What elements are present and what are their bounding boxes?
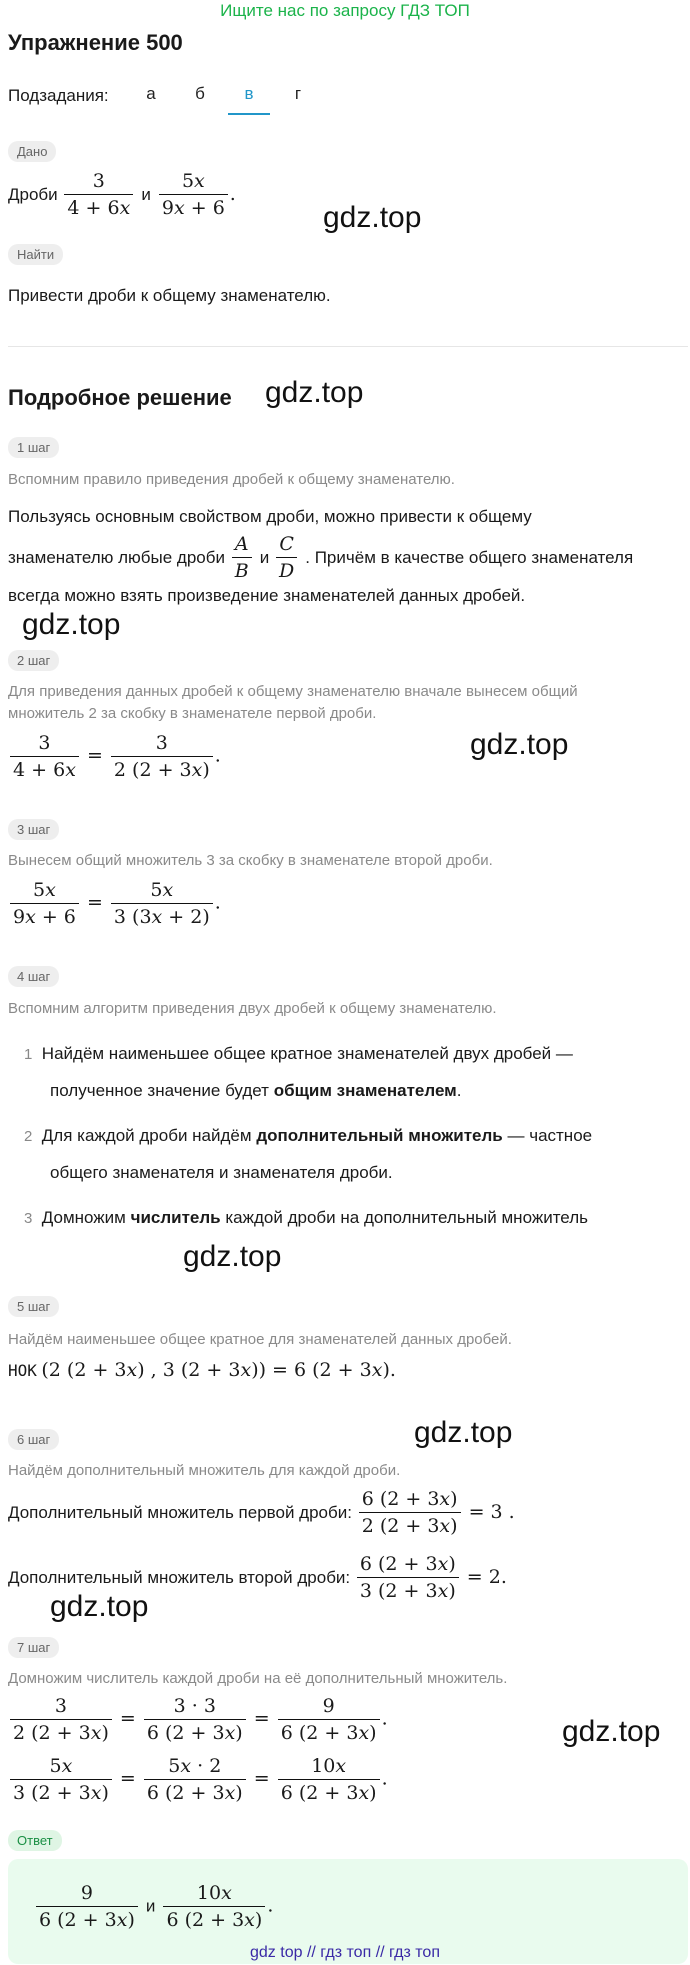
step-7-equation-1: $\frac{3}{2 (2 + 3x)}$ = $\frac{3 \cdot 3}{6 (2 + 3x)}$ = $\frac{9}{6 (2 + 3x)}$ . — [8, 1695, 388, 1744]
step-1-line-2: знаменателю любые дроби $\frac{A}{B}$ и $\frac{C}{D}$ . Причём в качестве общего знаменателя — [8, 533, 634, 582]
step-7-label: 7 шаг — [8, 1637, 59, 1658]
step-1-line-3: всегда можно взять произведение знаменателей данных дробей. — [8, 586, 526, 605]
step-3-hint: Вынесем общий множитель 3 за скобку в знаменателе второй дроби. — [8, 852, 493, 869]
tab-b[interactable]: б — [195, 84, 205, 103]
footer-separator: // — [375, 1944, 385, 1961]
footer-link[interactable]: gdz top — [250, 1944, 303, 1961]
active-tab-indicator — [228, 113, 270, 115]
step-5-label: 5 шаг — [8, 1296, 59, 1317]
step-4-hint: Вспомним алгоритм приведения двух дробей к общему знаменателю. — [8, 1000, 497, 1017]
subtasks-label: Подзадания: — [8, 86, 109, 105]
list-item: 3 Домножим числитель каждой дроби на дополнительный множитель — [24, 1208, 588, 1227]
watermark: gdz.top — [470, 728, 569, 761]
step-6-second: Дополнительный множитель второй дроби: $\frac{6 (2 + 3x)}{3 (2 + 3x)}$ = 2. — [8, 1553, 507, 1602]
watermark: gdz.top — [50, 1590, 149, 1623]
divider — [8, 346, 688, 347]
given-statement: Дроби $\frac{3}{4 + 6x}$ и $\frac{5x}{9x + 6}$ . — [8, 170, 236, 219]
list-item-continuation: полученное значение будет общим знаменателем. — [50, 1081, 462, 1100]
list-item: 2 Для каждой дроби найдём дополнительный множитель — частное — [24, 1126, 593, 1145]
search-banner: Ищите нас по запросу ГДЗ ТОП — [220, 1, 470, 20]
step-7-hint: Домножим числитель каждой дроби на её дополнительный множитель. — [8, 1670, 508, 1687]
step-2-hint-1: Для приведения данных дробей к общему знаменателю вначале вынесем общий — [8, 683, 578, 700]
step-1-line-1: Пользуясь основным свойством дроби, можно привести к общему — [8, 507, 532, 526]
step-3-equation: $\frac{5x}{9x + 6}$ = $\frac{5x}{3 (3x + 2)}$ . — [8, 879, 221, 928]
find-text: Привести дроби к общему знаменателю. — [8, 286, 331, 305]
step-6-label: 6 шаг — [8, 1429, 59, 1450]
step-5-equation: НОК (2 (2 + 3x) , 3 (2 + 3x)) = 6 (2 + 3x). — [8, 1359, 396, 1381]
footer-separator: // — [306, 1944, 316, 1961]
step-7-equation-2: $\frac{5x}{3 (2 + 3x)}$ = $\frac{5x \cdot 2}{6 (2 + 3x)}$ = $\frac{10x}{6 (2 + 3x)}$ . — [8, 1755, 388, 1804]
step-6-hint: Найдём дополнительный множитель для каждой дроби. — [8, 1462, 401, 1479]
tab-g[interactable]: г — [294, 84, 302, 103]
watermark: gdz.top — [183, 1240, 282, 1273]
step-2-label: 2 шаг — [8, 650, 59, 671]
footer-link[interactable]: гдз топ — [320, 1944, 372, 1961]
page-title: Упражнение 500 — [8, 30, 183, 55]
step-4-label: 4 шаг — [8, 966, 59, 987]
step-6-first: Дополнительный множитель первой дроби: $\frac{6 (2 + 3x)}{2 (2 + 3x)}$ = 3 . — [8, 1488, 515, 1537]
answer-label: Ответ — [8, 1830, 62, 1851]
tab-a[interactable]: а — [146, 84, 156, 103]
answer-equation: $\frac{9}{6 (2 + 3x)}$ и $\frac{10x}{6 (2 + 3x)}$ . — [34, 1882, 273, 1931]
watermark: gdz.top — [562, 1715, 661, 1748]
solution-title: Подробное решение — [8, 385, 232, 410]
step-2-hint-2: множитель 2 за скобку в знаменателе первой дроби. — [8, 705, 377, 722]
given-label: Дано — [8, 141, 56, 162]
tab-v[interactable]: в — [244, 84, 254, 103]
step-5-hint: Найдём наименьшее общее кратное для знаменателей данных дробей. — [8, 1331, 512, 1348]
footer-link[interactable]: гдз топ — [389, 1944, 440, 1961]
watermark: gdz.top — [22, 608, 121, 641]
footer-links — [0, 1944, 690, 1962]
list-item: 1 Найдём наименьшее общее кратное знаменателей двух дробей — — [24, 1044, 573, 1063]
watermark: gdz.top — [323, 201, 422, 234]
step-3-label: 3 шаг — [8, 819, 59, 840]
find-label: Найти — [8, 244, 63, 265]
step-2-equation: $\frac{3}{4 + 6x}$ = $\frac{3}{2 (2 + 3x)}$ . — [8, 732, 221, 781]
watermark: gdz.top — [265, 376, 364, 409]
step-1-label: 1 шаг — [8, 437, 59, 458]
list-item-continuation: общего знаменателя и знаменателя дроби. — [50, 1163, 393, 1182]
watermark: gdz.top — [414, 1416, 513, 1449]
step-1-hint: Вспомним правило приведения дробей к общему знаменателю. — [8, 471, 455, 488]
